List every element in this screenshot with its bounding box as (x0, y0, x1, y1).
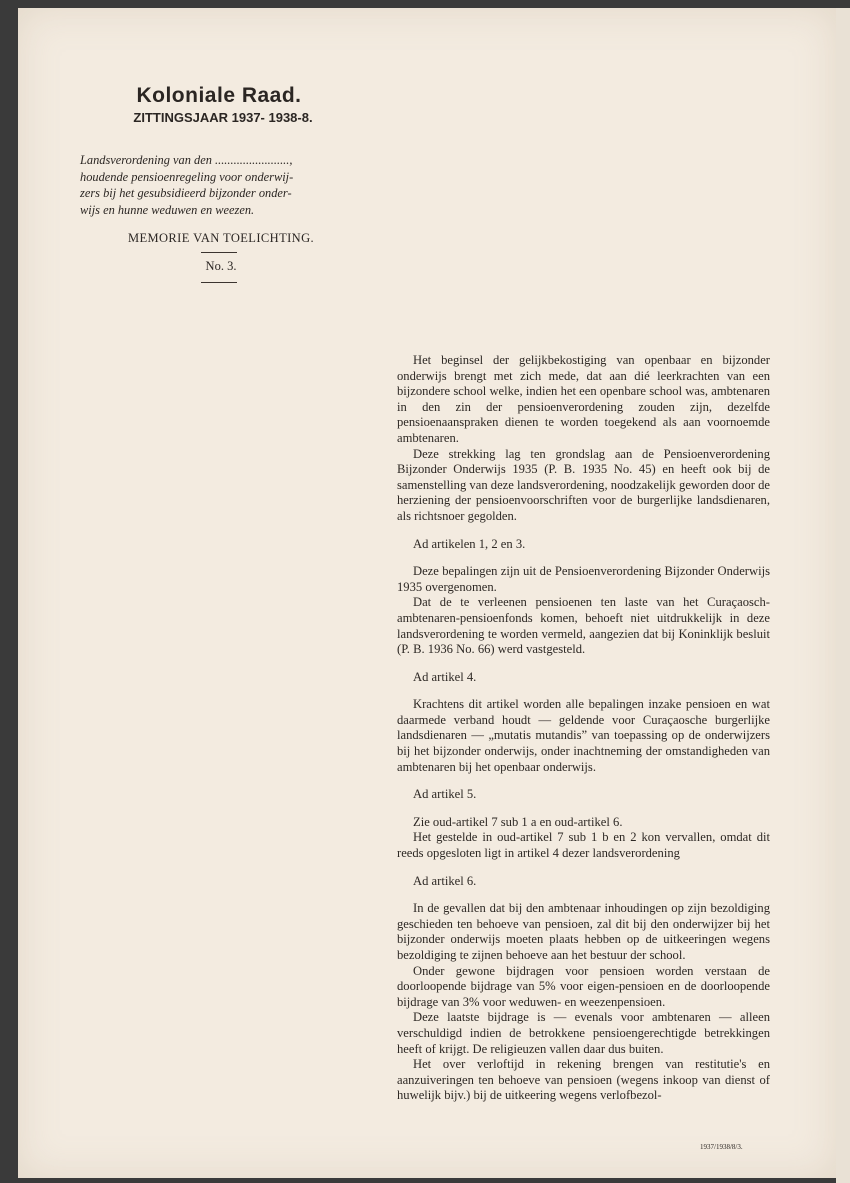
article-heading: Ad artikel 4. (413, 669, 477, 684)
ordinance-subject (80, 152, 348, 218)
paragraph: In de gevallen dat bij den ambtenaar inhoudingen op zijn bezoldiging geschieden ten behoeve van pensioen, zal dit bij den onderwijzer bij het bijzonder onderwijs moeten plaats hebben op de uitkeeringen wegens bezoldiging te zijnen behoeve aan het bestuur der school. (397, 901, 770, 962)
council-title: Koloniale Raad. (136, 84, 302, 107)
paragraph: Krachtens dit artikel worden alle bepalingen inzake pensioen en wat daarmede verband houdt — geldende voor Curaçaosche burgerlijke landsdienaren — „mutatis mutandis” van toepassing op de onderwijzers bij het bijzonder onderwijs, onder inachtneming der omstandigheden van ambtenaren bij het openbaar onderwijs. (397, 697, 770, 774)
subject-line: Landsverordening van den ........................, (80, 153, 293, 167)
paragraph: Zie oud-artikel 7 sub 1 a en oud-artikel 6. (413, 814, 623, 829)
paragraph: Deze bepalingen zijn uit de Pensioenverordening Bijzonder Onderwijs 1935 overgenomen. (397, 564, 770, 594)
subject-line: zers bij het gesubsidieerd bijzonder onder- (80, 186, 292, 200)
article-heading: Ad artikelen 1, 2 en 3. (413, 536, 526, 551)
document-number: No. 3. (205, 259, 237, 273)
paragraph: Het gestelde in oud-artikel 7 sub 1 b en 2 kon vervallen, omdat dit reeds opgesloten ligt in artikel 4 dezer landsverordening (397, 830, 770, 861)
explanatory-text (397, 353, 770, 1104)
document-header (74, 83, 364, 283)
divider (201, 282, 237, 283)
paragraph: Dat de te verleenen pensioenen ten laste van het Curaçaosch-ambtenaren-pensioenfonds komen, behoeft niet uitdrukkelijk in deze landsverordening te worden vermeld, aangezien dat bij Koninklijk besluit (P. B. 1936 No. 66) werd vastgesteld. (397, 595, 770, 657)
article-heading: Ad artikel 6. (413, 873, 477, 888)
session-year: ZITTINGSJAAR 1937- 1938-8. (133, 110, 313, 125)
paragraph: Deze laatste bijdrage is — evenals voor ambtenaren — alleen verschuldigd indien de betrokkene pensioengerechtigde betrekkingen heeft of krijgt. De religieuzen vallen daar dus buiten. (397, 1010, 770, 1056)
paragraph: Deze strekking lag ten grondslag aan de Pensioenverordening Bijzonder Onderwijs 1935 (P. B. 1935 No. 45) en heeft ook bij de samenstelling van deze landsverordening, noodzakelijk geworden door de herziening der pensioenvoorschriften voor de burgerlijke landsdienaren, als richtsnoer gegolden. (397, 446, 770, 523)
subject-line: houdende pensioenregeling voor onderwij- (80, 169, 294, 184)
subject-line: wijs en hunne weduwen en weezen. (80, 202, 255, 217)
paragraph: Onder gewone bijdragen voor pensioen worden verstaan de doorloopende bijdrage van 5% voor eigen-pensioen en de doorloopende bijdrage van 3% voor weduwen- en weezenpensioen. (397, 963, 770, 1009)
article-heading: Ad artikel 5. (413, 787, 477, 802)
paragraph: Het beginsel der gelijkbekostiging van openbaar en bijzonder onderwijs brengt met zich mede, dat aan dié leerkrachten van een bijzondere school welke, indien het een openbare school was, ambtenaren in den zin der pensioenverordening zouden zijn, dezelfde pensioenaanspraken dienen te worden toegekend als aan voornoemde ambtenaren. (397, 353, 770, 445)
page-edge (836, 8, 850, 1183)
divider (201, 252, 237, 253)
document-reference: 1937/1938/8/3. (700, 1143, 743, 1151)
document-type: MEMORIE VAN TOELICHTING. (127, 231, 315, 245)
paragraph: Het over verloftijd in rekening brengen van restitutie's en aanzuiveringen ten behoeve van pensioen (wegens inkoop van dienst of huwelijk bijv.) bij de uitkeering wegens verlofbezol- (397, 1057, 770, 1103)
